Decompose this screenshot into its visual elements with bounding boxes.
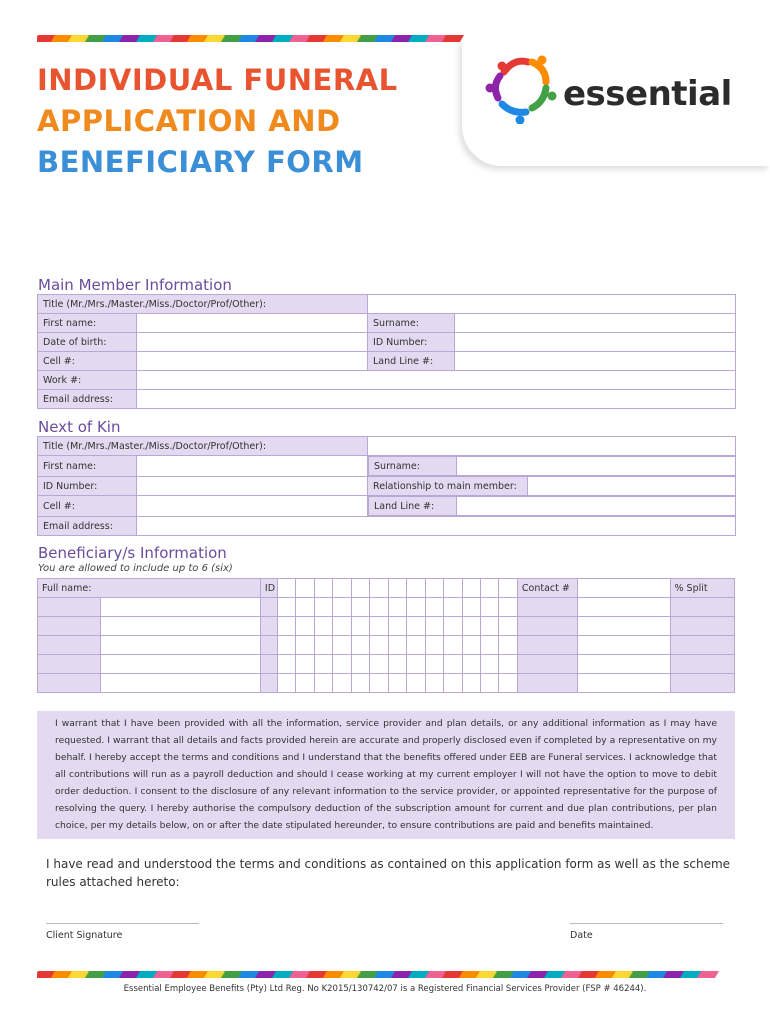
next-of-kin-table bbox=[37, 436, 736, 536]
id-number-field[interactable] bbox=[455, 333, 736, 352]
contact-label-cell bbox=[517, 598, 577, 617]
id-digit-cell[interactable] bbox=[444, 617, 462, 636]
id-digit-cell[interactable] bbox=[499, 617, 517, 636]
nok-title-label: Title (Mr./Mrs./Master./Miss./Doctor/Prof/Other): bbox=[38, 437, 368, 456]
id-digit-cell[interactable] bbox=[351, 674, 369, 693]
id-digit-cell[interactable] bbox=[351, 598, 369, 617]
work-label: Work #: bbox=[38, 371, 137, 390]
id-digit-cell[interactable] bbox=[351, 655, 369, 674]
id-digit-cell[interactable] bbox=[388, 598, 406, 617]
beneficiary-row bbox=[38, 655, 735, 674]
email-field[interactable] bbox=[137, 390, 736, 409]
id-digit-cell[interactable] bbox=[296, 655, 314, 674]
full-name-cell[interactable] bbox=[101, 674, 261, 693]
surname-field[interactable] bbox=[455, 314, 736, 333]
nok-title-field[interactable] bbox=[368, 437, 736, 456]
id-digit-cell[interactable] bbox=[499, 598, 517, 617]
id-digit-cell[interactable] bbox=[407, 617, 425, 636]
title-line-1: INDIVIDUAL FUNERAL bbox=[37, 63, 398, 97]
relationship-label: Relationship to main member: bbox=[368, 477, 528, 496]
work-field[interactable] bbox=[137, 371, 736, 390]
id-digit-cell[interactable] bbox=[425, 617, 443, 636]
id-digit-cell[interactable] bbox=[480, 598, 498, 617]
full-name-cell[interactable] bbox=[101, 617, 261, 636]
row-index-cell bbox=[38, 674, 101, 693]
first-name-label: First name: bbox=[38, 314, 137, 333]
nok-cell-field[interactable] bbox=[137, 496, 368, 517]
nok-landline-label: Land Line #: bbox=[369, 497, 457, 516]
contact-cell[interactable] bbox=[578, 579, 670, 598]
id-digit-cell[interactable] bbox=[425, 655, 443, 674]
nok-id-field[interactable] bbox=[137, 477, 368, 496]
id-digit-cell[interactable] bbox=[425, 598, 443, 617]
id-digit-cell[interactable] bbox=[480, 636, 498, 655]
id-number-label: ID Number: bbox=[368, 333, 455, 352]
id-digit-cell[interactable] bbox=[314, 674, 332, 693]
nok-first-name-field[interactable] bbox=[137, 456, 368, 477]
beneficiary-row bbox=[38, 636, 735, 655]
id-digit-cell[interactable] bbox=[277, 579, 295, 598]
beneficiary-header-row bbox=[38, 579, 735, 598]
date-label: Date bbox=[570, 930, 593, 941]
warranty-statement: I warrant that I have been provided with all the information, service provider and plan details, or any additional information as I may have requested. I warrant that all details and facts provided herein are accurate and properly disclosed even if completed by a representative on my behalf. I hereby accept the terms and conditions and I understand that the benefits offered under EEB are Funeral services. I acknowledge that all contributions will run as a payroll deduction and should I cease working at my current employer I will not have the option to move to debit order deduction. I consent to the disclosure of any relevant information to the service provider, or appointed representative for the purpose of resolving the query. I hereby authorise the compulsory deduction of the subscription amount for current and due plan contributions, per plan choice, per my details below, on or after the date stipulated hereunder, to ensure contributions are paid and benefits maintained. bbox=[37, 711, 735, 839]
essential-logo-icon bbox=[484, 50, 558, 124]
nok-id-label: ID Number: bbox=[38, 477, 137, 496]
beneficiary-table bbox=[37, 578, 735, 693]
id-label-cell bbox=[260, 598, 277, 617]
nok-email-label: Email address: bbox=[38, 517, 137, 536]
id-digit-cell[interactable] bbox=[444, 674, 462, 693]
title-field[interactable] bbox=[368, 295, 736, 314]
top-color-stripe bbox=[37, 35, 464, 42]
id-digit-cell[interactable] bbox=[296, 617, 314, 636]
row-index-cell bbox=[38, 636, 101, 655]
contact-label-cell bbox=[517, 674, 577, 693]
id-digit-cell[interactable] bbox=[351, 579, 369, 598]
id-digit-cell[interactable] bbox=[499, 579, 517, 598]
id-digit-cell[interactable] bbox=[296, 579, 314, 598]
beneficiary-note: You are allowed to include up to 6 (six) bbox=[38, 563, 233, 574]
nok-surname-field[interactable] bbox=[457, 457, 736, 476]
id-digit-cell[interactable] bbox=[407, 674, 425, 693]
full-name-cell[interactable] bbox=[101, 655, 261, 674]
nok-landline-field[interactable] bbox=[457, 497, 736, 516]
acknowledgement-text: I have read and understood the terms and conditions as contained on this application form as well as the scheme rules attached hereto: bbox=[46, 857, 731, 889]
id-digit-cell[interactable] bbox=[314, 636, 332, 655]
id-digit-cell[interactable] bbox=[407, 598, 425, 617]
id-label-cell bbox=[260, 636, 277, 655]
id-digit-cell[interactable] bbox=[277, 636, 295, 655]
contact-cell[interactable] bbox=[578, 617, 670, 636]
main-member-heading: Main Member Information bbox=[38, 276, 232, 294]
full-name-header: Full name: bbox=[38, 579, 261, 598]
id-digit-cell[interactable] bbox=[333, 579, 351, 598]
id-digit-cell[interactable] bbox=[370, 636, 388, 655]
id-digit-cell[interactable] bbox=[370, 655, 388, 674]
id-digit-cell[interactable] bbox=[314, 579, 332, 598]
id-digit-cell[interactable] bbox=[296, 598, 314, 617]
landline-label: Land Line #: bbox=[368, 352, 455, 371]
id-digit-cell[interactable] bbox=[333, 598, 351, 617]
contact-cell[interactable] bbox=[578, 655, 670, 674]
contact-label-cell bbox=[517, 636, 577, 655]
id-digit-cell[interactable] bbox=[480, 617, 498, 636]
id-digit-cell[interactable] bbox=[425, 636, 443, 655]
contact-label-cell bbox=[517, 655, 577, 674]
id-digit-cell[interactable] bbox=[462, 655, 480, 674]
id-digit-cell[interactable] bbox=[370, 617, 388, 636]
id-digit-cell[interactable] bbox=[388, 617, 406, 636]
cell-field[interactable] bbox=[137, 352, 368, 371]
date-line[interactable] bbox=[570, 923, 723, 924]
bottom-color-stripe bbox=[37, 971, 733, 978]
row-index-cell bbox=[38, 598, 101, 617]
split-cell[interactable] bbox=[670, 674, 735, 693]
id-digit-cell[interactable] bbox=[388, 579, 406, 598]
id-digit-cell[interactable] bbox=[444, 636, 462, 655]
id-digit-cell[interactable] bbox=[425, 674, 443, 693]
relationship-field[interactable] bbox=[528, 477, 736, 496]
id-digit-cell[interactable] bbox=[351, 617, 369, 636]
id-digit-cell[interactable] bbox=[388, 674, 406, 693]
nok-first-name-label: First name: bbox=[38, 456, 137, 477]
id-digit-cell[interactable] bbox=[425, 579, 443, 598]
id-label-cell bbox=[260, 655, 277, 674]
beneficiary-row bbox=[38, 674, 735, 693]
contact-header: Contact # bbox=[517, 579, 577, 598]
id-digit-cell[interactable] bbox=[444, 655, 462, 674]
id-label-cell bbox=[260, 674, 277, 693]
id-digit-cell[interactable] bbox=[333, 617, 351, 636]
id-digit-cell[interactable] bbox=[480, 579, 498, 598]
footer-disclaimer: Essential Employee Benefits (Pty) Ltd Reg. No K2015/130742/07 is a Registered Financial Services Provider (FSP # 46244). bbox=[123, 984, 647, 994]
id-digit-cell[interactable] bbox=[499, 655, 517, 674]
email-label: Email address: bbox=[38, 390, 137, 409]
id-digit-cell[interactable] bbox=[296, 636, 314, 655]
id-digit-cell[interactable] bbox=[388, 636, 406, 655]
id-digit-cell[interactable] bbox=[314, 598, 332, 617]
split-cell[interactable] bbox=[670, 655, 735, 674]
contact-cell[interactable] bbox=[578, 674, 670, 693]
id-digit-cell[interactable] bbox=[351, 636, 369, 655]
beneficiary-row bbox=[38, 617, 735, 636]
dob-field[interactable] bbox=[137, 333, 368, 352]
nok-email-field[interactable] bbox=[137, 517, 736, 536]
nok-surname-label: Surname: bbox=[369, 457, 457, 476]
id-digit-cell[interactable] bbox=[444, 598, 462, 617]
id-header: ID bbox=[260, 579, 277, 598]
title-line-2: APPLICATION AND bbox=[37, 104, 341, 138]
id-digit-cell[interactable] bbox=[370, 674, 388, 693]
next-of-kin-heading: Next of Kin bbox=[38, 418, 121, 436]
id-digit-cell[interactable] bbox=[444, 579, 462, 598]
split-cell[interactable] bbox=[670, 636, 735, 655]
id-digit-cell[interactable] bbox=[388, 655, 406, 674]
id-digit-cell[interactable] bbox=[462, 674, 480, 693]
id-digit-cell[interactable] bbox=[480, 655, 498, 674]
full-name-cell[interactable] bbox=[101, 636, 261, 655]
id-digit-cell[interactable] bbox=[370, 598, 388, 617]
id-digit-cell[interactable] bbox=[277, 617, 295, 636]
contact-label-cell bbox=[517, 617, 577, 636]
id-digit-cell[interactable] bbox=[314, 655, 332, 674]
title-line-3: BENEFICIARY FORM bbox=[37, 145, 364, 179]
client-signature-label: Client Signature bbox=[46, 930, 123, 941]
id-digit-cell[interactable] bbox=[314, 617, 332, 636]
id-digit-cell[interactable] bbox=[370, 579, 388, 598]
main-member-table bbox=[37, 294, 736, 409]
beneficiary-heading: Beneficiary/s Information bbox=[38, 544, 227, 562]
id-digit-cell[interactable] bbox=[462, 617, 480, 636]
title-label: Title (Mr./Mrs./Master./Miss./Doctor/Prof/Other): bbox=[38, 295, 368, 314]
row-index-cell bbox=[38, 617, 101, 636]
nok-cell-label: Cell #: bbox=[38, 496, 137, 517]
surname-label: Surname: bbox=[368, 314, 455, 333]
first-name-field[interactable] bbox=[137, 314, 368, 333]
id-digit-cell[interactable] bbox=[407, 579, 425, 598]
dob-label: Date of birth: bbox=[38, 333, 137, 352]
cell-label: Cell #: bbox=[38, 352, 137, 371]
id-digit-cell[interactable] bbox=[333, 674, 351, 693]
id-digit-cell[interactable] bbox=[277, 674, 295, 693]
logo-wordmark: essential bbox=[563, 74, 732, 114]
id-digit-cell[interactable] bbox=[407, 655, 425, 674]
id-digit-cell[interactable] bbox=[333, 636, 351, 655]
id-digit-cell[interactable] bbox=[499, 674, 517, 693]
full-name-cell[interactable] bbox=[101, 598, 261, 617]
id-digit-cell[interactable] bbox=[480, 674, 498, 693]
id-digit-cell[interactable] bbox=[499, 636, 517, 655]
contact-cell[interactable] bbox=[578, 636, 670, 655]
id-digit-cell[interactable] bbox=[277, 598, 295, 617]
split-cell[interactable] bbox=[670, 617, 735, 636]
beneficiary-row bbox=[38, 598, 735, 617]
id-digit-cell[interactable] bbox=[462, 636, 480, 655]
split-cell[interactable] bbox=[670, 598, 735, 617]
client-signature-line[interactable] bbox=[46, 923, 199, 924]
split-header: % Split bbox=[670, 579, 735, 598]
id-digit-cell[interactable] bbox=[407, 636, 425, 655]
id-digit-cell[interactable] bbox=[333, 655, 351, 674]
id-digit-cell[interactable] bbox=[462, 579, 480, 598]
form-title bbox=[37, 60, 398, 183]
landline-field[interactable] bbox=[455, 352, 736, 371]
id-digit-cell[interactable] bbox=[277, 655, 295, 674]
contact-cell[interactable] bbox=[578, 598, 670, 617]
id-label-cell bbox=[260, 617, 277, 636]
id-digit-cell[interactable] bbox=[296, 674, 314, 693]
row-index-cell bbox=[38, 655, 101, 674]
id-digit-cell[interactable] bbox=[462, 598, 480, 617]
